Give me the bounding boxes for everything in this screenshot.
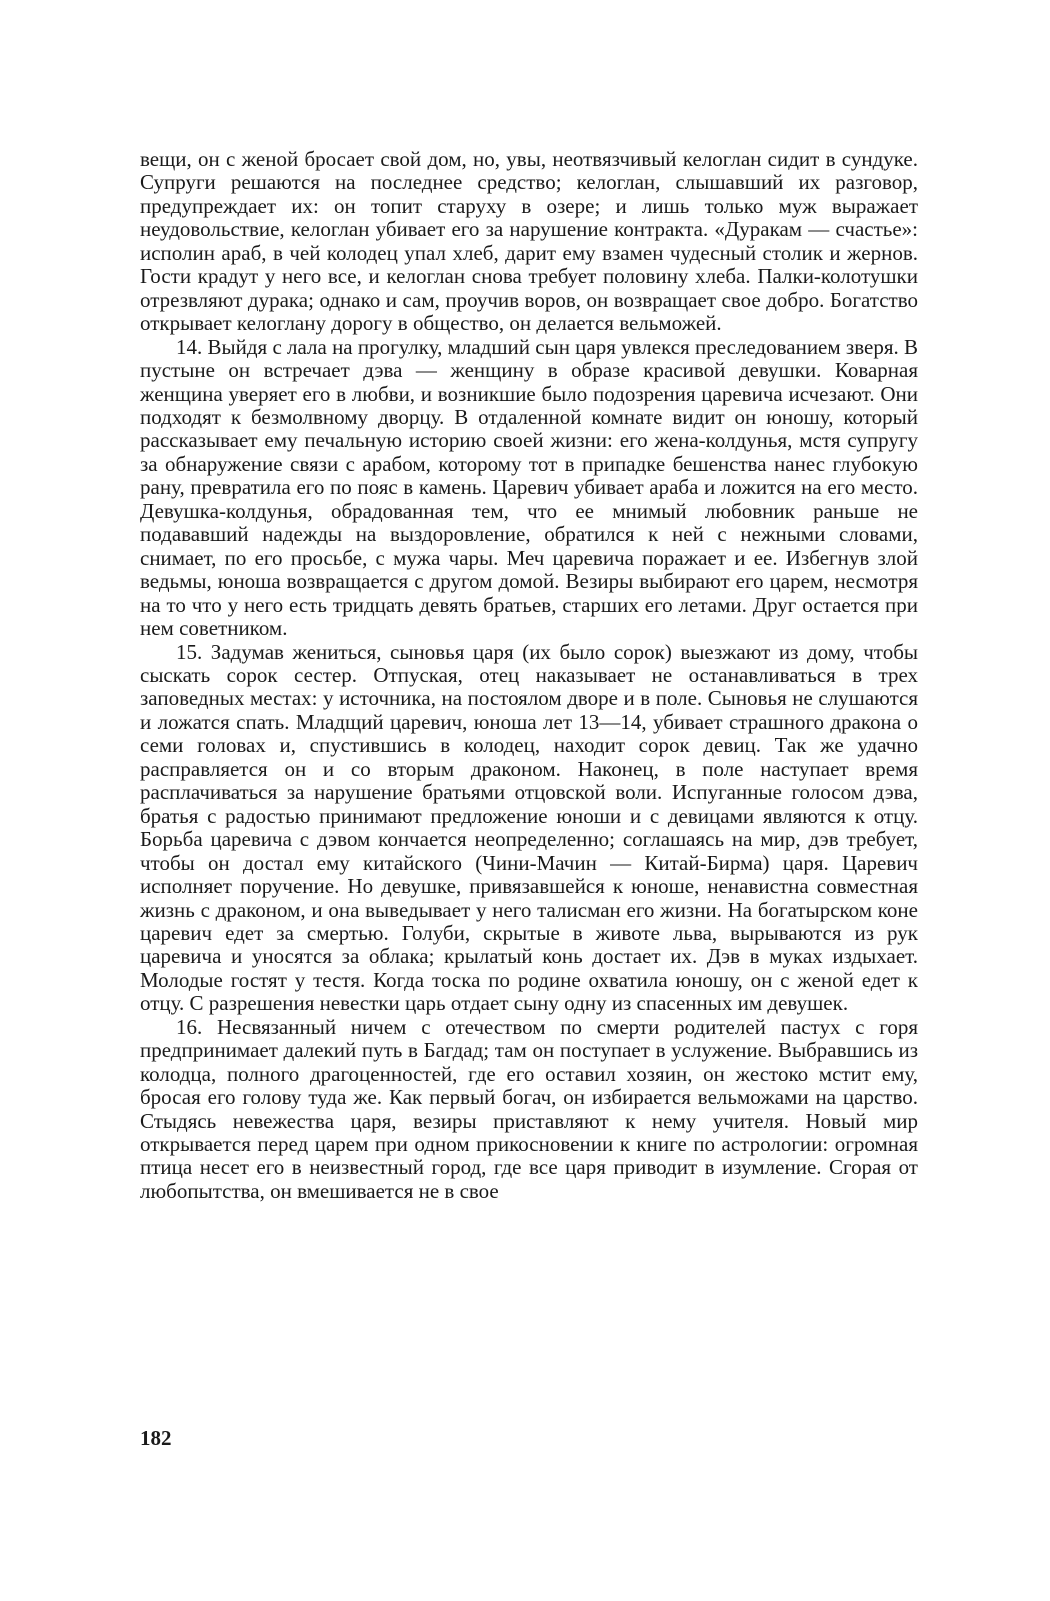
main-text [140, 148, 918, 1203]
paragraph-14: 14. Выйдя с лала на прогулку, младший сын царя увлекся преследованием зверя. В пустыне он встречает дэва — женщину в образе красивой девушки. Коварная женщина уверяет его в любви, и возникшие было подозрения царевича исчезают. Они подходят к безмолвному дворцу. В отдаленной комнате видит он юношу, который рассказывает ему печальную историю своей жизни: его жена-колдунья, мстя супругу за обнаружение связи с арабом, которому тот в припадке бешенства нанес глубокую рану, превратила его по пояс в камень. Царевич убивает араба и ложится на его место. Девушка-колдунья, обрадованная тем, что ее мнимый любовник раньше не подававший надежды на выздоровление, обратился к ней с нежными словами, снимает, по его просьбе, с мужа чары. Меч царевича поражает и ее. Избегнув злой ведьмы, юноша возвращается с другом домой. Везиры выбирают его царем, несмотря на то что у него есть тридцать девять братьев, старших его летами. Друг остается при нем советником. [140, 334, 918, 641]
page-number: 182 [140, 1426, 172, 1450]
paragraph-continuation: вещи, он с женой бросает свой дом, но, увы, неотвязчивый келоглан сидит в сундуке. Супруги решаются на последнее средство; келоглан, слышавший их разговор, предупреждает их: он топит старуху в озере; и лишь только муж выражает неудовольствие, келоглан убивает его за нарушение контракта. «Дуракам — счастье»: исполин араб, в чей колодец упал хлеб, дарит ему взамен чудесный столик и жернов. Гости крадут у него все, и келоглан снова требует половину хлеба. Палки-колотушки отрезвляют дурака; однако и сам, проучив воров, он возвращает свое добро. Богатство открывает келоглану дорогу в общество, он делается вельможей. [140, 147, 918, 336]
paragraph-15: 15. Задумав жениться, сыновья царя (их было сорок) выезжают из дому, чтобы сыскать сорок сестер. Отпуская, отец наказывает не останавливаться в трех заповедных местах: у источника, на постоялом дворе и в поле. Сыновья не слушаются и ложатся спать. Младщий царевич, юноша лет 13—14, убивает страшного дракона о семи головах и, спустившись в колодец, находит сорок девиц. Так же удачно расправляется он и со вторым драконом. Наконец, в поле наступает время расплачиваться за нарушение братьями отцовской воли. Испуганные голосом дэва, братья с радостью принимают предложение юноши и с девицами являются к отцу. Борьба царевича с дэвом кончается неопределенно; соглашаясь на мир, дэв требует, чтобы он достал ему китайского (Чини-Мачин — Китай-Бирма) царя. Царевич исполняет поручение. Но девушке, привязавшейся к юноше, ненавистна совместная жизнь с драконом, и она выведывает у него талисман его жизни. На богатырском коне царевич едет за смертью. Голуби, скрытые в животе льва, вырываются из рук царевича и уносятся за облака; крылатый конь достает их. Дэв в муках издыхает. Молодые гостят у тестя. Когда тоска по родине охватила юношу, он с женой едет к отцу. С разрешения невестки царь отдает сыну одну из спасенных им девушек. [140, 639, 918, 1016]
paragraph-16: 16. Несвязанный ничем с отечеством по смерти родителей пастух с горя предпринимает далекий путь в Багдад; там он поступает в услужение. Выбравшись из колодца, полного драгоценностей, где его оставил хозяин, он жестоко мстит ему, бросая его голову туда же. Как первый богач, он избирается вельможами на царство. Стыдясь невежества царя, везиры приставляют к нему учителя. Новый мир открывается перед царем при одном прикосновении к книге по астрологии: огромная птица несет его в неизвестный город, где все царя приводит в изумление. Сгорая от любопытства, он вмешивается не в свое [140, 1014, 918, 1203]
